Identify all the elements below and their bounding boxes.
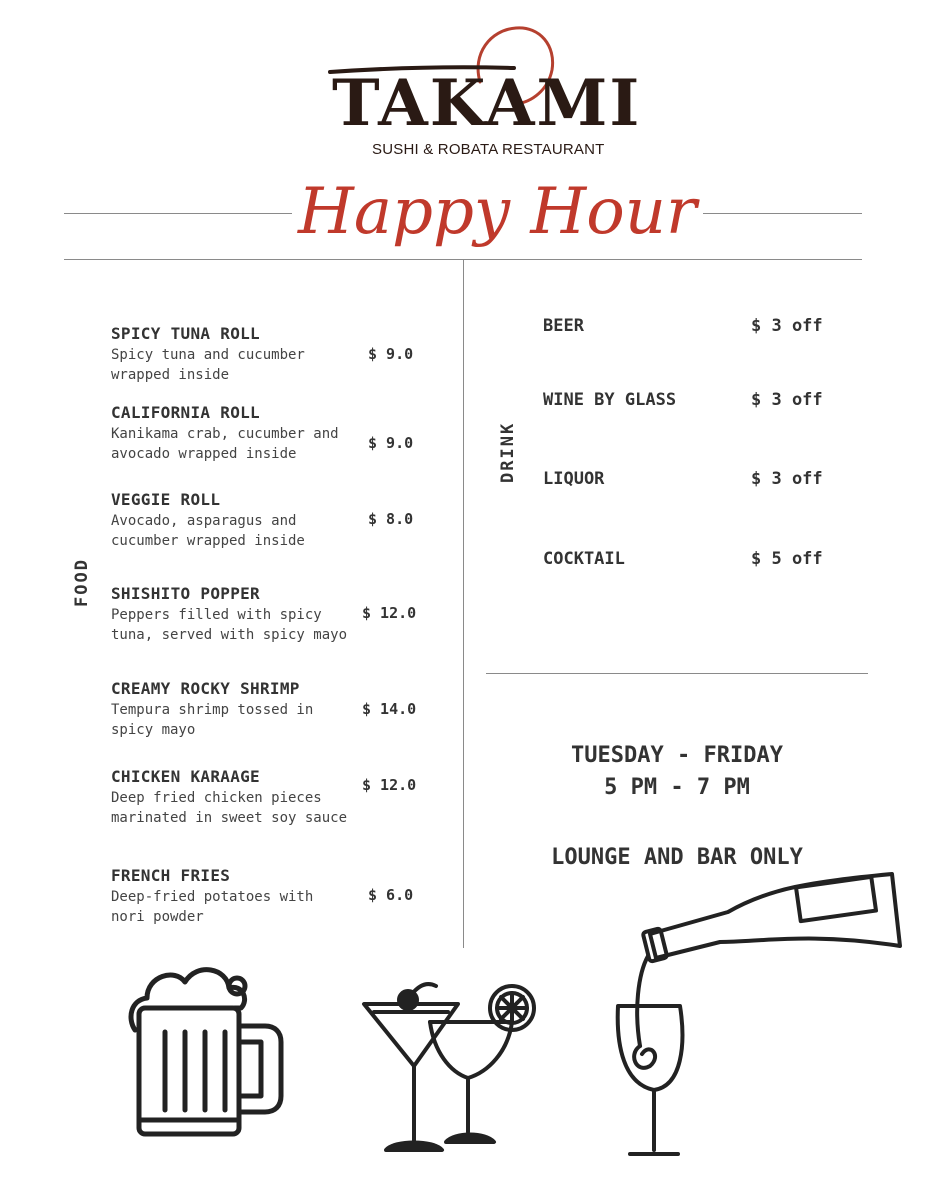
drink-item-name: LIQUOR	[543, 469, 605, 489]
food-item-price: $ 14.0	[362, 700, 417, 718]
logo-name: TAKAMI	[332, 66, 642, 141]
food-item-name: CHICKEN KARAAGE	[111, 767, 260, 786]
schedule-days: TUESDAY - FRIDAY	[571, 743, 783, 768]
food-item-price: $ 12.0	[362, 776, 417, 794]
drink-item-name: BEER	[543, 316, 584, 336]
food-item-desc: Peppers filled with spicy tuna, served with spicy mayo	[111, 607, 348, 643]
beer-mug-icon	[125, 960, 290, 1140]
food-item-name: VEGGIE ROLL	[111, 490, 221, 509]
food-item-price: $ 9.0	[368, 345, 414, 363]
food-item-name: SPICY TUNA ROLL	[111, 324, 260, 343]
schedule-time: 5 PM - 7 PM	[604, 775, 750, 800]
food-item-desc: Tempura shrimp tossed in spicy mayo	[111, 702, 314, 738]
cocktail-glasses-icon	[358, 982, 540, 1162]
food-item-name: FRENCH FRIES	[111, 866, 231, 885]
food-item-name: CREAMY ROCKY SHRIMP	[111, 679, 300, 698]
food-section-label: FOOD	[72, 558, 92, 607]
page-title: Happy Hour	[292, 180, 703, 244]
food-item-desc: Spicy tuna and cucumber wrapped inside	[111, 347, 305, 383]
wine-pour-icon	[610, 870, 906, 1165]
drink-item-name: COCKTAIL	[543, 549, 625, 569]
logo-subtitle: SUSHI & ROBATA RESTAURANT	[372, 141, 605, 158]
food-item-desc: Kanikama crab, cucumber and avocado wrapped inside	[111, 426, 339, 462]
drink-item-price: $ 3 off	[751, 469, 823, 489]
food-item-price: $ 9.0	[368, 434, 414, 452]
drink-item-price: $ 3 off	[751, 390, 823, 410]
restaurant-logo	[320, 20, 642, 165]
food-item-price: $ 6.0	[368, 886, 414, 904]
drink-section-label: DRINK	[498, 421, 518, 483]
food-item-desc: Deep-fried potatoes with nori powder	[111, 889, 314, 925]
drink-section-divider	[486, 673, 868, 674]
column-divider	[463, 260, 464, 948]
food-item-desc: Deep fried chicken pieces marinated in sweet soy sauce	[111, 790, 348, 826]
food-item-desc: Avocado, asparagus and cucumber wrapped inside	[111, 513, 305, 549]
schedule-note: LOUNGE AND BAR ONLY	[551, 845, 803, 870]
food-item-price: $ 12.0	[362, 604, 417, 622]
drink-item-price: $ 5 off	[751, 549, 823, 569]
drink-item-name: WINE BY GLASS	[543, 390, 677, 410]
food-item-name: SHISHITO POPPER	[111, 584, 260, 603]
food-item-price: $ 8.0	[368, 510, 414, 528]
food-item-name: CALIFORNIA ROLL	[111, 403, 260, 422]
drink-item-price: $ 3 off	[751, 316, 823, 336]
